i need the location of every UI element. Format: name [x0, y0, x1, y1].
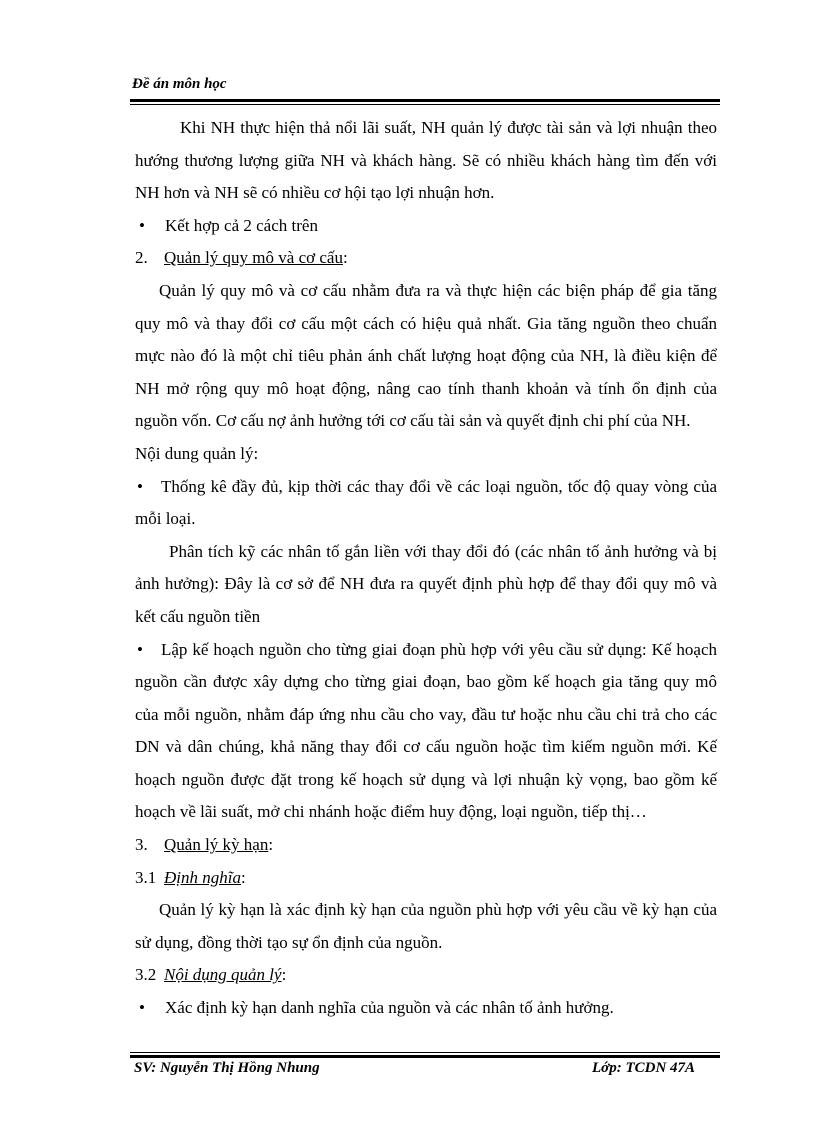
subsection-number: 3.1: [135, 867, 157, 887]
section-number: 3.: [135, 835, 148, 855]
bullet-text: Lập kế hoạch nguồn cho từng giai đoạn phù hợp với yêu cầu sử dụng: Kế hoạch nguồn cần được xây dựng cho từng giai đoạn, bao gồm kế hoạch gia tăng quy mô của mỗi nguồn, nhằm đáp ứng nhu cầu cho vay, đầu tư hoặc nhu cầu chi trả cho các DN và dân chúng, khả năng thay đổi cơ cấu nguồn hoặc tìm kiếm nguồn mới. Kế hoạch nguồn được đặt trong kế hoạch sử dụng và lợi nhuận kỳ vọng, bao gồm kế hoạch về lãi suất, mở chi nhánh hoặc điểm huy động, loại nguồn, tiếp thị…: [135, 639, 717, 822]
header-title: Đề án môn học: [132, 76, 227, 92]
footer-class: Lớp: TCDN 47A: [592, 1060, 696, 1076]
header-rule-thin: [130, 104, 720, 105]
paragraph-kỳ-hạn: Quản lý kỳ hạn là xác định kỳ hạn của nguồn phù hợp với yêu cầu về kỳ hạn của sử dụng, đồng thời tạo sự ổn định của nguồn.: [135, 900, 717, 952]
paragraph-phân-tích: Phân tích kỹ các nhân tố gắn liền với thay đổi đó (các nhân tố ảnh hưởng và bị ảnh hưởng): Đây là cơ sở để NH đưa ra quyết định phù hợp để thay đổi quy mô và kết cấu nguồn tiền: [135, 541, 717, 626]
subsection-heading-3-2: [135, 959, 717, 992]
heading-colon: :: [240, 867, 246, 887]
bullet-item: [135, 992, 717, 1025]
subsection-number: 3.2: [135, 965, 157, 985]
bullet-item: [135, 471, 717, 536]
document-body: [135, 112, 717, 1025]
paragraph-thả-nổi-lãi-suất: Khi NH thực hiện thả nổi lãi suất, NH quản lý được tài sản và lợi nhuận theo hướng thương lượng giữa NH và khách hàng. Sẽ có nhiều khách hàng tìm đến với NH hơn và NH sẽ có nhiều cơ hội tạo lợi nhuận hơn.: [135, 118, 717, 203]
subsection-heading-3-1: [135, 862, 717, 895]
bullet-item: [135, 210, 717, 243]
paragraph-nội-dung: Nội dung quản lý:: [135, 443, 259, 463]
section-heading-2: [135, 242, 717, 275]
bullet-icon: •: [139, 215, 145, 235]
heading-colon: :: [268, 835, 274, 855]
footer-student-name: SV: Nguyễn Thị Hồng Nhung: [134, 1060, 320, 1076]
heading-colon: :: [281, 965, 287, 985]
section-title: Quản lý kỳ hạn: [164, 835, 269, 855]
subsection-title: Định nghĩa: [164, 867, 241, 887]
bullet-text: Kết hợp cả 2 cách trên: [165, 215, 318, 235]
footer-rule-thin: [130, 1052, 720, 1053]
section-number: 2.: [135, 248, 148, 268]
section-title: Quản lý quy mô và cơ cấu: [164, 248, 343, 268]
bullet-icon: •: [139, 998, 145, 1018]
bullet-item: [135, 634, 717, 830]
subsection-title: Nội dụng quản lý: [164, 965, 282, 985]
paragraph-quy-mô-cơ-cấu: Quản lý quy mô và cơ cấu nhằm đưa ra và thực hiện các biện pháp để gia tăng quy mô và thay đổi cơ cấu một cách có hiệu quả nhất. Gia tăng nguồn theo chuẩn mực nào đó là một chỉ tiêu phản ánh chất lượng hoạt động của NH, là điều kiện để NH mở rộng quy mô hoạt động, nâng cao tính thanh khoản và tính ổn định của nguồn vốn. Cơ cấu nợ ảnh hưởng tới cơ cấu tài sản và quyết định chi phí của NH.: [135, 280, 717, 431]
bullet-text: Xác định kỳ hạn danh nghĩa của nguồn và các nhân tố ảnh hưởng.: [165, 998, 614, 1018]
section-heading-3: [135, 829, 717, 862]
header-rule: [130, 99, 720, 102]
bullet-icon: •: [137, 639, 143, 659]
heading-colon: :: [342, 248, 348, 268]
footer-rule: [130, 1055, 720, 1058]
bullet-icon: •: [137, 476, 143, 496]
bullet-text: Thống kê đầy đủ, kịp thời các thay đổi về các loại nguồn, tốc độ quay vòng của mỗi loại.: [135, 476, 717, 529]
